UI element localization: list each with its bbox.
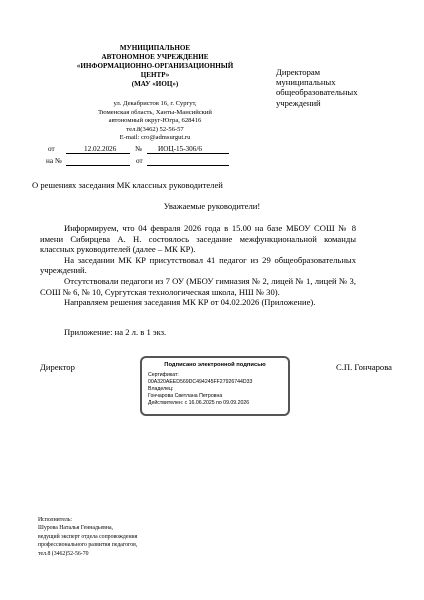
from-label: от [48,145,55,153]
stamp-title: Подписано электронной подписью [164,362,266,368]
recipient-block [276,67,411,108]
greeting: Уважаемые руководители! [163,201,261,211]
document-number: ИОЦ-15-306/6 [158,145,202,153]
document-date: 12.02.2026 [84,145,117,153]
email-line: E-mail: cro@admsurgut.ru [119,134,191,142]
address-line: тел.8(3462) 52-56-57 [126,125,184,133]
signatory-name: С.П. Гончарова [336,362,392,372]
executor-line: тел.8 (3462)52-56-70 [38,550,89,557]
executor-line: Шурова Наталья Геннадьевна, [38,525,114,532]
address-line: Тюменская область, Ханты-Мансийский [98,108,212,116]
executor-block [38,516,188,558]
org-name-line: «ИНФОРМАЦИОННО-ОРГАНИЗАЦИОННЫЙ [76,61,234,70]
stamp-certificate: 00A320AEED569DC494245FF27926744D33 [148,379,253,385]
recipient-line: Директорам [276,67,321,77]
reference-row [36,156,236,166]
number-sign: № [135,145,142,153]
address-line: ул. Декабристов 16, г. Сургут, [113,100,197,107]
body-paragraph: Отсутствовали педагоги из 7 ОУ (МБОУ гимназия № 2, лицей № 1, лицей № 3, СОШ № 6, № 10, Сургутская технологическая школа, НШ № 30). [40,275,356,297]
reference-underline [66,165,130,166]
executor-line: Исполнитель: [38,517,73,523]
stamp-line: Владелец: [148,386,174,392]
body-paragraph: На заседании МК КР присутствовал 41 педагог из 29 общеобразовательных учреждений. [40,254,356,276]
org-name-line: АВТОНОМНОЕ УЧРЕЖДЕНИЕ [101,52,209,61]
recipient-line: общеобразовательных [276,87,358,98]
stamp-line: Сертификат: [148,372,179,378]
registration-row [36,144,236,154]
subject-line: О решениях заседания МК классных руководителей [32,180,223,190]
organization-name [64,44,246,89]
stamp-validity: Действителен: с 16.06.2025 по 09.09.2026 [148,400,250,406]
reference-from-label: от [136,157,143,165]
recipient-line: муниципальных [276,77,336,88]
org-name-line: ЦЕНТР» [140,70,170,79]
signatory-position: Директор [40,362,75,372]
body-paragraph: Направляем решения заседания МК КР от 04.02.2026 (Приложение). [64,297,316,308]
executor-line: ведущий эксперт отдела сопровождения [38,533,138,540]
org-name-line: МУНИЦИПАЛЬНОЕ [119,44,191,52]
recipient-line: учреждений [276,97,321,108]
attachment-note: Приложение: на 2 л. в 1 экз. [64,327,167,337]
reference-label: на № [46,157,62,165]
address-line: автономный округ-Югра, 628416 [108,117,202,125]
org-name-line: (МАУ «ИОЦ») [131,79,179,88]
organization-address [64,100,246,143]
reference-date-underline [147,165,229,166]
digital-signature-stamp [140,356,290,416]
executor-line: профессионального развития педагогов, [38,542,138,549]
stamp-owner: Гончарова Светлана Петровна [148,393,223,399]
body-paragraph: Информируем, что 04 февраля 2026 года в 15.00 на базе МБОУ СОШ № 8 имени Сибирцева А. Н. состоялось заседание межфункциональной команды классных руководителей (далее – МК КР). [40,223,356,255]
letter-body [40,223,356,308]
